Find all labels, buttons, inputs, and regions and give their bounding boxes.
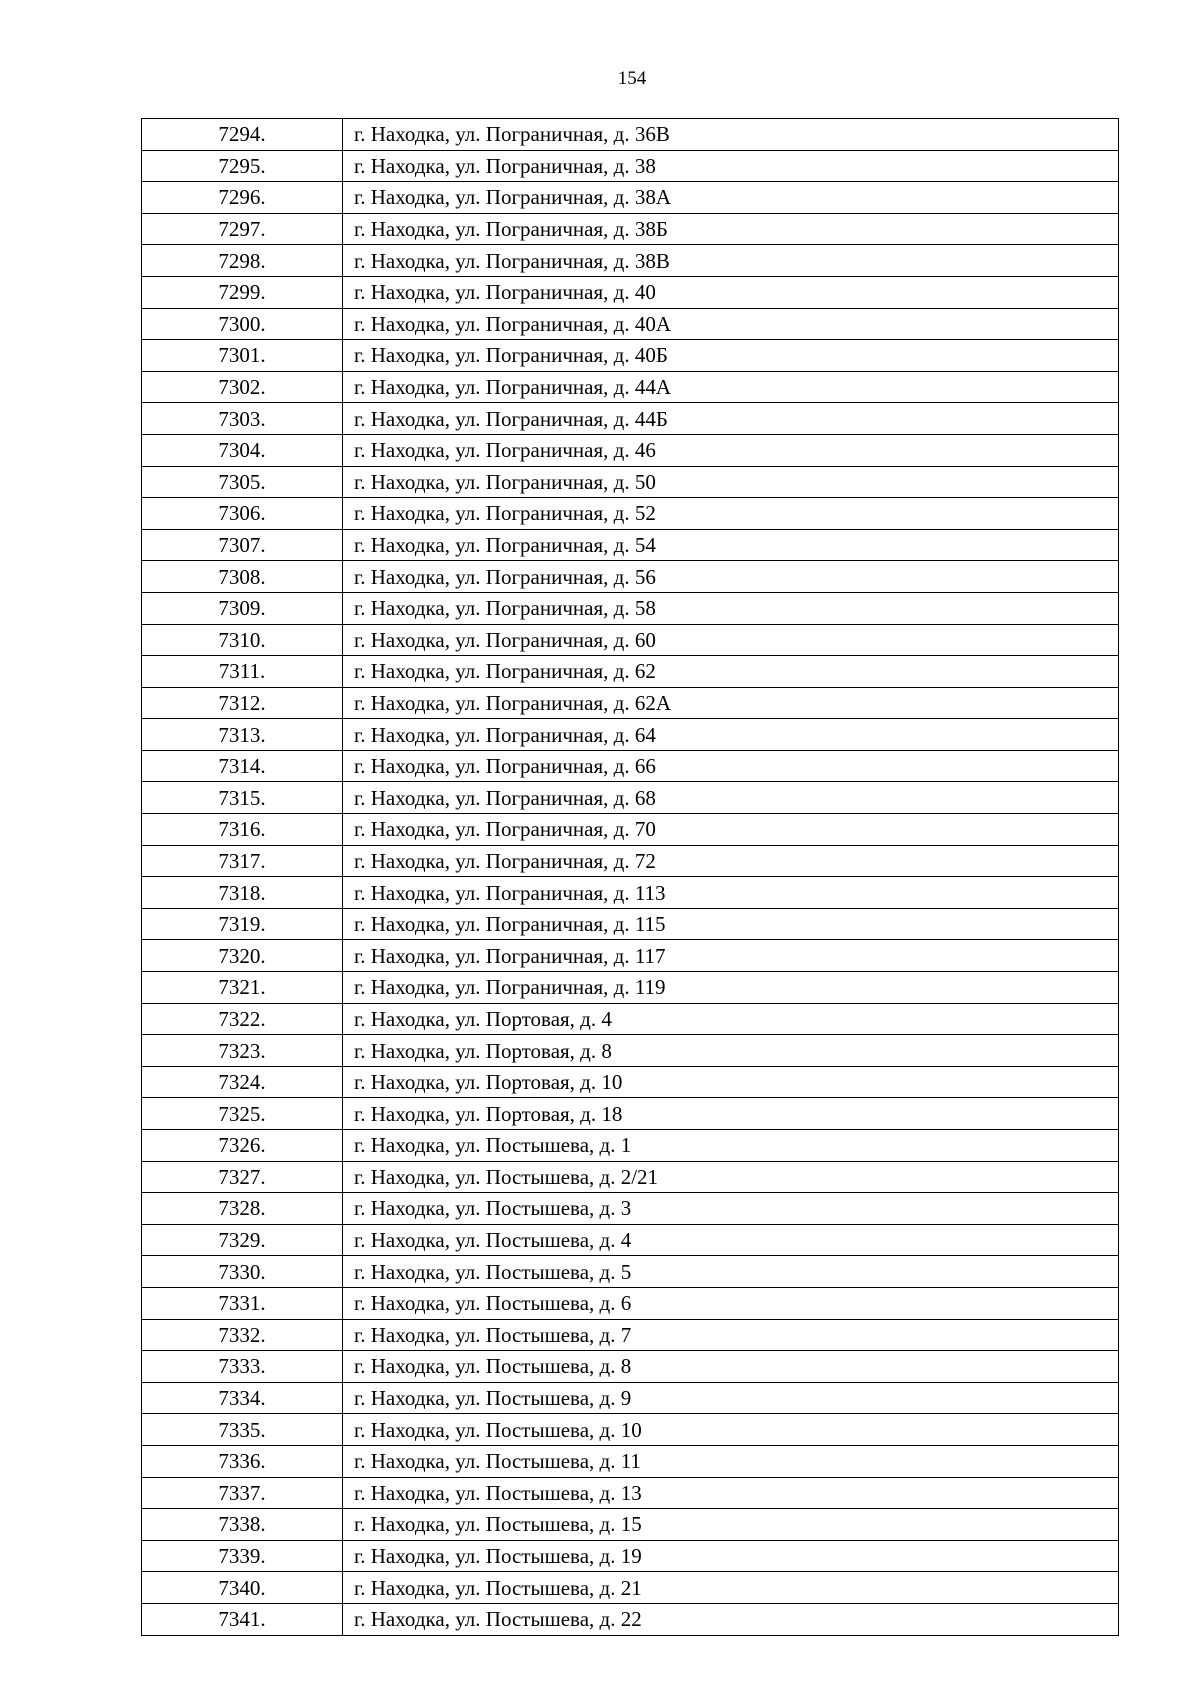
- table-row: [142, 182, 1119, 214]
- row-number: 7300.: [142, 308, 343, 340]
- table-row: [142, 1382, 1119, 1414]
- row-address: г. Находка, ул. Пограничная, д. 66: [343, 750, 1119, 782]
- row-address: г. Находка, ул. Постышева, д. 11: [343, 1445, 1119, 1477]
- row-address: г. Находка, ул. Постышева, д. 13: [343, 1477, 1119, 1509]
- table-row: [142, 498, 1119, 530]
- table-row: [142, 1509, 1119, 1541]
- row-number: 7328.: [142, 1193, 343, 1225]
- row-address: г. Находка, ул. Пограничная, д. 54: [343, 529, 1119, 561]
- row-number: 7295.: [142, 150, 343, 182]
- row-address: г. Находка, ул. Пограничная, д. 70: [343, 814, 1119, 846]
- row-address: г. Находка, ул. Пограничная, д. 68: [343, 782, 1119, 814]
- row-address: г. Находка, ул. Пограничная, д. 40Б: [343, 340, 1119, 372]
- row-number: 7330.: [142, 1256, 343, 1288]
- row-number: 7319.: [142, 908, 343, 940]
- row-address: г. Находка, ул. Пограничная, д. 58: [343, 592, 1119, 624]
- table-row: [142, 1445, 1119, 1477]
- row-number: 7309.: [142, 592, 343, 624]
- table-row: [142, 340, 1119, 372]
- page-number: 154: [617, 68, 647, 89]
- row-number: 7304.: [142, 434, 343, 466]
- table-row: [142, 276, 1119, 308]
- row-address: г. Находка, ул. Портовая, д. 10: [343, 1066, 1119, 1098]
- table-row: [142, 150, 1119, 182]
- table-row: [142, 656, 1119, 688]
- row-number: 7326.: [142, 1130, 343, 1162]
- row-address: г. Находка, ул. Пограничная, д. 64: [343, 719, 1119, 751]
- row-number: 7313.: [142, 719, 343, 751]
- table-row: [142, 687, 1119, 719]
- table-row: [142, 1477, 1119, 1509]
- row-address: г. Находка, ул. Постышева, д. 1: [343, 1130, 1119, 1162]
- row-address: г. Находка, ул. Постышева, д. 8: [343, 1351, 1119, 1383]
- row-number: 7312.: [142, 687, 343, 719]
- row-number: 7321.: [142, 972, 343, 1004]
- row-address: г. Находка, ул. Пограничная, д. 60: [343, 624, 1119, 656]
- table-row: [142, 750, 1119, 782]
- row-number: 7320.: [142, 940, 343, 972]
- row-number: 7294.: [142, 119, 343, 151]
- table-row: [142, 245, 1119, 277]
- row-address: г. Находка, ул. Пограничная, д. 119: [343, 972, 1119, 1004]
- table-row: [142, 908, 1119, 940]
- row-number: 7334.: [142, 1382, 343, 1414]
- row-number: 7318.: [142, 877, 343, 909]
- table-row: [142, 1319, 1119, 1351]
- row-address: г. Находка, ул. Постышева, д. 9: [343, 1382, 1119, 1414]
- table-row: [142, 1603, 1119, 1635]
- table-row: [142, 1572, 1119, 1604]
- row-number: 7339.: [142, 1540, 343, 1572]
- row-address: г. Находка, ул. Пограничная, д. 44Б: [343, 403, 1119, 435]
- row-address: г. Находка, ул. Пограничная, д. 40А: [343, 308, 1119, 340]
- table-row: [142, 782, 1119, 814]
- row-number: 7307.: [142, 529, 343, 561]
- row-address: г. Находка, ул. Пограничная, д. 46: [343, 434, 1119, 466]
- row-address: г. Находка, ул. Постышева, д. 3: [343, 1193, 1119, 1225]
- row-number: 7317.: [142, 845, 343, 877]
- row-number: 7311.: [142, 656, 343, 688]
- row-address: г. Находка, ул. Пограничная, д. 115: [343, 908, 1119, 940]
- row-number: 7335.: [142, 1414, 343, 1446]
- table-row: [142, 845, 1119, 877]
- row-address: г. Находка, ул. Постышева, д. 2/21: [343, 1161, 1119, 1193]
- row-number: 7298.: [142, 245, 343, 277]
- row-address: г. Находка, ул. Постышева, д. 5: [343, 1256, 1119, 1288]
- row-number: 7302.: [142, 371, 343, 403]
- table-row: [142, 972, 1119, 1004]
- table-row: [142, 308, 1119, 340]
- row-address: г. Находка, ул. Портовая, д. 18: [343, 1098, 1119, 1130]
- table-row: [142, 1351, 1119, 1383]
- row-address: г. Находка, ул. Пограничная, д. 44А: [343, 371, 1119, 403]
- row-address: г. Находка, ул. Постышева, д. 10: [343, 1414, 1119, 1446]
- table-row: [142, 1035, 1119, 1067]
- row-number: 7306.: [142, 498, 343, 530]
- table-row: [142, 561, 1119, 593]
- table-row: [142, 119, 1119, 151]
- row-number: 7340.: [142, 1572, 343, 1604]
- row-address: г. Находка, ул. Пограничная, д. 62А: [343, 687, 1119, 719]
- address-table: [141, 118, 1119, 1636]
- row-number: 7310.: [142, 624, 343, 656]
- table-row: [142, 624, 1119, 656]
- row-address: г. Находка, ул. Пограничная, д. 56: [343, 561, 1119, 593]
- row-number: 7299.: [142, 276, 343, 308]
- row-address: г. Находка, ул. Постышева, д. 6: [343, 1287, 1119, 1319]
- row-address: г. Находка, ул. Пограничная, д. 113: [343, 877, 1119, 909]
- row-address: г. Находка, ул. Пограничная, д. 38А: [343, 182, 1119, 214]
- row-address: г. Находка, ул. Постышева, д. 15: [343, 1509, 1119, 1541]
- row-address: г. Находка, ул. Пограничная, д. 50: [343, 466, 1119, 498]
- row-address: г. Находка, ул. Пограничная, д. 117: [343, 940, 1119, 972]
- table-row: [142, 403, 1119, 435]
- table-row: [142, 529, 1119, 561]
- row-address: г. Находка, ул. Пограничная, д. 40: [343, 276, 1119, 308]
- table-row: [142, 592, 1119, 624]
- row-address: г. Находка, ул. Портовая, д. 8: [343, 1035, 1119, 1067]
- table-row: [142, 1003, 1119, 1035]
- table-row: [142, 1287, 1119, 1319]
- row-number: 7323.: [142, 1035, 343, 1067]
- row-address: г. Находка, ул. Постышева, д. 7: [343, 1319, 1119, 1351]
- table-row: [142, 1256, 1119, 1288]
- row-number: 7315.: [142, 782, 343, 814]
- table-row: [142, 434, 1119, 466]
- row-number: 7308.: [142, 561, 343, 593]
- row-address: г. Находка, ул. Пограничная, д. 38Б: [343, 213, 1119, 245]
- row-address: г. Находка, ул. Постышева, д. 4: [343, 1224, 1119, 1256]
- table-row: [142, 877, 1119, 909]
- table-row: [142, 371, 1119, 403]
- row-number: 7329.: [142, 1224, 343, 1256]
- table-row: [142, 1193, 1119, 1225]
- row-address: г. Находка, ул. Пограничная, д. 36В: [343, 119, 1119, 151]
- table-row: [142, 1224, 1119, 1256]
- table-row: [142, 1414, 1119, 1446]
- row-number: 7324.: [142, 1066, 343, 1098]
- row-address: г. Находка, ул. Постышева, д. 19: [343, 1540, 1119, 1572]
- row-number: 7297.: [142, 213, 343, 245]
- table-row: [142, 940, 1119, 972]
- table-row: [142, 213, 1119, 245]
- table-row: [142, 1161, 1119, 1193]
- row-number: 7325.: [142, 1098, 343, 1130]
- row-number: 7303.: [142, 403, 343, 435]
- row-number: 7337.: [142, 1477, 343, 1509]
- table-row: [142, 1066, 1119, 1098]
- row-number: 7341.: [142, 1603, 343, 1635]
- row-number: 7331.: [142, 1287, 343, 1319]
- table-row: [142, 1098, 1119, 1130]
- row-address: г. Находка, ул. Пограничная, д. 72: [343, 845, 1119, 877]
- row-number: 7301.: [142, 340, 343, 372]
- row-number: 7314.: [142, 750, 343, 782]
- row-number: 7296.: [142, 182, 343, 214]
- row-address: г. Находка, ул. Пограничная, д. 52: [343, 498, 1119, 530]
- row-address: г. Находка, ул. Пограничная, д. 38В: [343, 245, 1119, 277]
- table-row: [142, 1540, 1119, 1572]
- row-address: г. Находка, ул. Пограничная, д. 38: [343, 150, 1119, 182]
- row-address: г. Находка, ул. Пограничная, д. 62: [343, 656, 1119, 688]
- row-number: 7327.: [142, 1161, 343, 1193]
- row-number: 7332.: [142, 1319, 343, 1351]
- row-number: 7305.: [142, 466, 343, 498]
- address-table-body: [142, 119, 1119, 1636]
- table-row: [142, 1130, 1119, 1162]
- row-number: 7316.: [142, 814, 343, 846]
- table-row: [142, 466, 1119, 498]
- row-number: 7338.: [142, 1509, 343, 1541]
- row-address: г. Находка, ул. Постышева, д. 21: [343, 1572, 1119, 1604]
- table-row: [142, 814, 1119, 846]
- row-address: г. Находка, ул. Постышева, д. 22: [343, 1603, 1119, 1635]
- row-number: 7333.: [142, 1351, 343, 1383]
- row-number: 7336.: [142, 1445, 343, 1477]
- table-row: [142, 719, 1119, 751]
- row-number: 7322.: [142, 1003, 343, 1035]
- row-address: г. Находка, ул. Портовая, д. 4: [343, 1003, 1119, 1035]
